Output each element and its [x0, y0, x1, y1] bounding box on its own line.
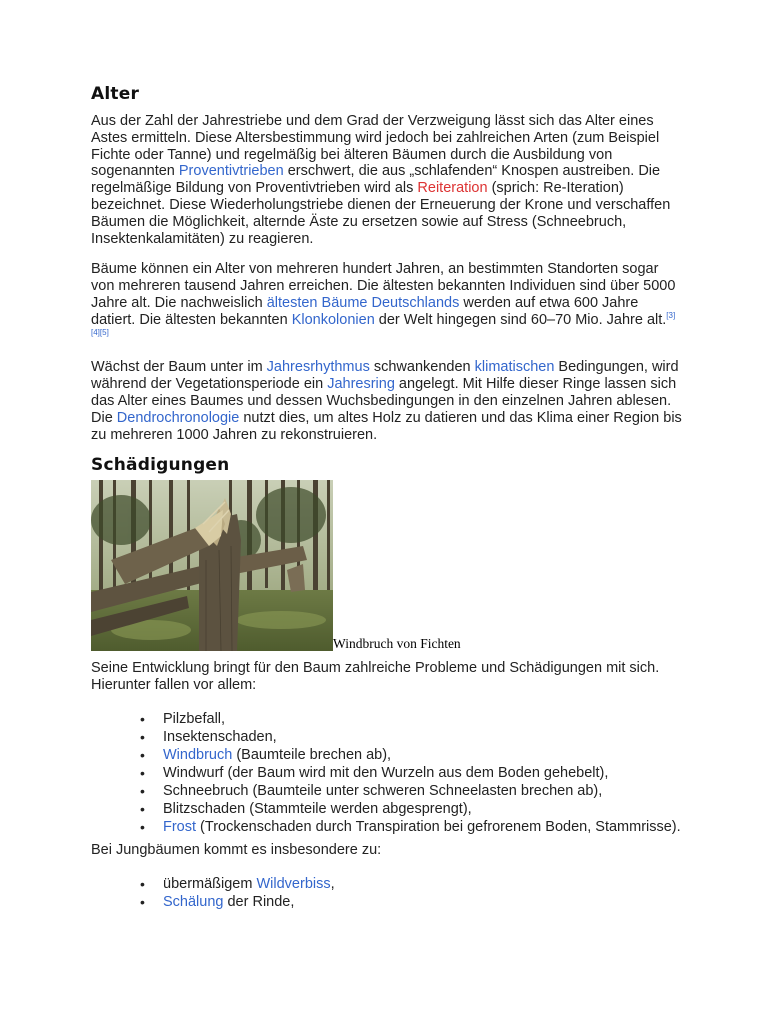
link-schaelung[interactable]: Schälung	[163, 893, 224, 910]
paragraph-jungbaeume: Bei Jungbäumen kommt es insbesondere zu:	[91, 841, 382, 858]
bullet: •	[140, 818, 145, 835]
link-jahresring[interactable]: Jahresring	[327, 376, 395, 393]
link-dendrochronologie[interactable]: Dendrochronologie	[116, 409, 240, 426]
paragraph-alter-2	[91, 261, 683, 345]
bullet: •	[140, 728, 145, 745]
paragraph-alter-3	[91, 359, 683, 443]
text: der Welt hingegen sind 60–70 Mio. Jahre alt.	[374, 311, 667, 328]
text: werden auf etwa 600 Jahre datiert. Die ältesten bekannten	[91, 294, 639, 328]
text: Bäume können ein Alter von mehreren hundert Jahren, an bestimmten Standorten sogar von mehreren tausend Jahren erreichen. Die ältesten bekannten Individuen sind über 5000 Jahre alt. Die nachweislich	[91, 261, 676, 311]
link-windbruch[interactable]: Windbruch	[163, 746, 233, 763]
article-content	[91, 84, 683, 911]
text: Windwurf (der Baum wird mit den Wurzeln aus dem Boden gehebelt),	[163, 764, 609, 781]
link-jahresrhythmus[interactable]: Jahresrhythmus	[266, 359, 370, 376]
text: der Rinde,	[223, 893, 295, 910]
text: übermäßigem	[163, 875, 257, 892]
figure	[91, 480, 683, 651]
bullet: •	[140, 746, 145, 763]
text: Pilzbefall,	[163, 710, 226, 727]
link-frost[interactable]: Frost	[163, 818, 197, 835]
link-aelteste-baeume[interactable]: ältesten Bäume Deutschlands	[266, 294, 460, 311]
text: erschwert, die aus „schlafenden“ Knospen austreiben. Die regelmäßige Bildung von Proventivtrieben wird als	[91, 163, 661, 197]
figure-caption: Windbruch von Fichten	[333, 636, 461, 652]
bullet: •	[140, 800, 145, 817]
link-reiteration[interactable]: Reiteration	[417, 180, 488, 197]
bullet: •	[140, 764, 145, 781]
reference-links[interactable]: [3][4][5]	[91, 310, 676, 337]
text: Aus der Zahl der Jahrestriebe und dem Grad der Verzweigung lässt sich das Alter eines Astes ermitteln. Diese Altersbestimmung wird jedoch bei zahlreichen Arten (zum Beispiel Fichte oder Tanne) und regelmäßig bei älteren Bäumen durch die Ausbildung von sogenannten	[91, 113, 660, 180]
windbruch-photo[interactable]	[91, 480, 333, 651]
list-item	[140, 728, 683, 746]
text: Bedingungen, wird während der Vegetationsperiode ein	[91, 359, 679, 393]
list-item	[140, 800, 683, 818]
list-item	[140, 875, 683, 893]
bullet: •	[140, 875, 145, 892]
text: Blitzschaden (Stammteile werden abgesprengt),	[163, 800, 472, 817]
paragraph-alter-1	[91, 113, 683, 247]
text: (Baumteile brechen ab),	[232, 746, 392, 763]
bullet: •	[140, 710, 145, 727]
paragraph-schaedigungen: Seine Entwicklung bringt für den Baum zahlreiche Probleme und Schädigungen mit sich. Hierunter fallen vor allem:	[91, 660, 660, 694]
list-item	[140, 710, 683, 728]
text: schwankenden	[369, 359, 475, 376]
link-klimatischen[interactable]: klimatischen	[474, 359, 555, 376]
link-wildverbiss[interactable]: Wildverbiss	[256, 875, 331, 892]
bullet: •	[140, 893, 145, 910]
forest-illustration	[91, 480, 333, 651]
text: Wächst der Baum unter im	[91, 359, 267, 376]
list-item	[140, 782, 683, 800]
text: (Trockenschaden durch Transpiration bei gefrorenem Boden, Stammrisse).	[196, 818, 681, 835]
list-item	[140, 764, 683, 782]
list-item	[140, 818, 683, 836]
text: Schneebruch (Baumteile unter schweren Schneelasten brechen ab),	[163, 782, 603, 799]
link-klonkolonien[interactable]: Klonkolonien	[291, 311, 375, 328]
text: Insektenschaden,	[163, 728, 277, 745]
text: ,	[330, 875, 335, 892]
text: angelegt. Mit Hilfe dieser Ringe lassen sich das Alter eines Baumes und dessen Wuchsbedingungen in den einzelnen Jahren ablesen. Die	[91, 376, 677, 426]
bullet: •	[140, 782, 145, 799]
text: (sprich: Re-Iteration) bezeichnet. Diese Wiederholungstriebe dienen der Erneuerung der Krone und verschaffen Bäumen die Möglichkeit, alternde Äste zu ersetzen sowie auf Stress (Schneebruch, Insektenkalamitäten) zu reagieren.	[91, 180, 671, 247]
damage-list	[91, 710, 683, 836]
list-item	[140, 746, 683, 764]
section-heading-alter: Alter	[91, 84, 140, 104]
section-heading-schaedigungen: Schädigungen	[91, 455, 230, 476]
list-item	[140, 893, 683, 911]
link-proventivtrieben[interactable]: Proventivtrieben	[178, 163, 284, 180]
young-tree-list	[91, 875, 683, 911]
text: nutzt dies, um altes Holz zu datieren und das Klima einer Region bis zu mehreren 1000 Jahren zu rekonstruieren.	[91, 409, 682, 443]
